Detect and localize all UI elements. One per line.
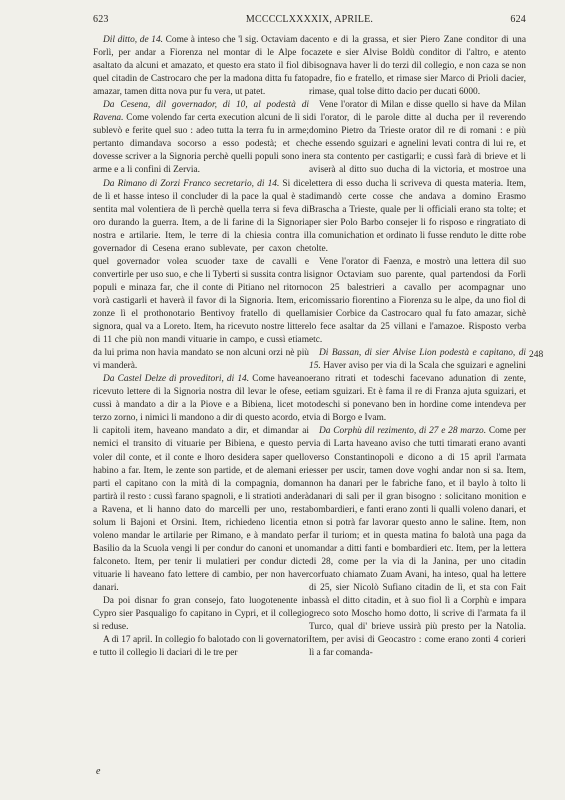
left-text-column — [93, 34, 309, 660]
margin-note: 248 — [529, 350, 544, 360]
entry-body: Come à inteso che 'l sig. Octaviam da Forlì, per andar a Fiorenza nel montar di le Alpe fo asaltato da alcuni et amazato, et questo era stato il fiol di quel citadin de Castrocaro che per la madona ditta fu fato amazar, tamen ditta nova pur fu vera, ut patet. — [93, 35, 309, 98]
right-text-column — [309, 34, 526, 660]
entry-body: A dì 17 april. In collegio fo balotado con li governatori e tutto il collegio li daciari di le tre per — [93, 635, 309, 659]
footer-mark: e — [96, 766, 101, 777]
right-page-number: 624 — [510, 14, 526, 25]
entry-heading: Da Rimano di Zorzi Franco secretario, di 14. — [103, 178, 280, 189]
entry-body: cento e di la grassa, et sier Piero Zane conditor di una cazete e sier Alvise Boldù conditor di l'altro, e atento bisognava haver li do terzi dil collegio, e non caza se non padre, fio e fratello, et rimase sier Marco di Prioli dacier, rimase, qual tolse ditto dacio per ducati 6000. — [309, 35, 526, 98]
entry-heading: Di Bassan, di sier Alvise Lion podestà e capitano, di 15. — [309, 348, 526, 372]
entry-heading: Da Corphù dil rezimento, di 27 e 28 marzo. — [319, 426, 487, 437]
entry-heading: Da Cesena, dil governador, di 10, al podestà di Ravena. — [93, 100, 309, 124]
left-page-number: 623 — [93, 14, 109, 25]
paragraph — [93, 178, 309, 374]
entry-body: Come haveano ricevuto lettere di la Signoria nostra dil levar le ofese, e cussì à mandato a dir a la Piove e a Bibiena, licet mo terzo zorno, i nimici li mandono a dir di questo acordo, et li capitoli item, haveano mandato a dir, et dimandar ai nemici el transito di vituarie per Bibiena, e questo per voler dil conte, et il conte e lhoro desidera saper quello habino a far. Item, le zente son partide, et de alemani eri parti el capitano con la mità di la compagnia, doman partirà il resto : cussì farano spagnoli, e li stratioti anderà a Ravena, et li hanno dato do marcelli per uno, resta solum li Bajoni et Orsini. Item, richiedeno licentia et voleno mandar le artilarie per Rimano, e à mandato per Basilio da la Scuola vengi li per condur do canoni et uno falconeto. Item, per tenir li mulatieri per condur dicte vituarie li haveano fato lettere di cambio, per non haver danari. — [93, 374, 309, 593]
running-title: MCCCCLXXXXIX, APRILE. — [245, 14, 374, 25]
paragraph — [93, 99, 309, 177]
entry-body: Haver aviso per via di la Scala che sguizari e agnelini erano ritrati et todeschi facevano adunation di zente, etiam sguizari. Et è fama il re di Franza ajuta sguizari, et todeschi si ponevano ben in hordine come intendeva per via di Borgo e Ivam. — [309, 361, 526, 424]
paragraph — [309, 34, 526, 99]
entry-body: Come per via di Larta haveano aviso che tutti timarati erano avanti verso Constantinopoli e dicono a di 15 april l'armata esser per uscir, tamen dove voghi andar non si sa. Item, non ha danari per le fabriche fano, et il baylo à tolto li danari di sali per il gran bisogno : solicitano monition e bombardieri, e fanti erano zonti li qualli voleno danari, et non si potrà far lavorar questo anno le saline. Item, non far il turiom; et in questa matina fo balotà una paga da mandar a ditti fanti e bombardieri etc. Item, per la lettera di 28, come per la via di la Janina, per uno citadin corfuato chiamato Zuam Avani, ha inteso, qual ha lettere di 25, sier Nicolò Sufiano citadin de lì, et sta con Fait bassà el ditto citadin, et à suo fiol lì a Corphù e impara greco soto Moscho homo dotto, li scrive di l'armata fa il Turco, qual di' brieve ussirà più presto per la Natolia. Item, per avisi di Geocastro : come erano zonti 4 corieri lì a far comanda- — [309, 426, 526, 659]
entry-body: Si dice de lì et hasse inteso il concluder di la pace la qual è sta sentita mal volentiera de lì perchè quella terra si feva di oro durando la guerra. Item, a de li farine di la Signoria nostra e artilarie. Item, le terre di la chiesia contra il governador di Cesena erano sublevate, per caxon che quel governador volea scuoder taxe de cavalli e convertirle per uso suo, e che li Tyberti si sussita contra li populi e minaza far, che il conte di Pitiano nel ritorno vorà castigarli et haverà il favor di la Signoria. Item, eri zonze lì el prothonotario Bentivoy fratello di quella signora, qual va a Loreto. Item, ha ricevuto nostre littere di 11 che più non mandi vituarie in campo, e cussì etiam da lui prima non havia mandato se non alcuni orzi nè più vi manderà. — [93, 178, 310, 372]
paragraph — [309, 347, 526, 425]
paragraph — [309, 99, 526, 256]
entry-body: Come volendo far certa execution alcuni de lì si sublevò e ferite quel suo : adeo tutta la terra fu in arme; pertanto dimandava socorso a esso podestà; et che dovesse scriver a la Signoria perchè quelli populi sono in arme e a li confini di Zervia. — [93, 113, 309, 176]
paragraph — [93, 373, 309, 595]
entry-body: Da poi disnar fo gran consejo, fato luogotenente in Cypro sier Pasqualigo fo capitano in Cypri, et il collegio si reduse. — [93, 596, 309, 633]
page-header — [93, 14, 526, 28]
entry-body: Vene l'orator di Faenza, e mostrò una lettera dil suo signor Octaviam suo parente, qual partendosi da Forlì con 25 balestrieri a cavallo per acompagnar uno comissario fiorentino a Fiorenza su le alpe, da uno fiol di misier Corbice da Castrocaro qual fu fato amazar, sichè lo fece asaltar da 25 villani e l'amazoe. Risposto verba etc. — [309, 256, 526, 346]
entry-body: Vene l'orator di Milan e disse quello si have da Milan di l'orator, di le parole ditte al ducha per il reverendo domino Pietro da Trieste orator dil re di romani : e più che essendo sguizari e agnelini levati contra di lui re, et era sta contento per castigarli; e cussì farà di brieve et li aviserà al ditto suo ducha di la victoria, et mostroe una lettera di esso ducha li scriveva di questa materia. Item, dimandò certe cosse che andava a domino Erasmo Brascha a Trieste, quale per li officiali erano sta tolte; et per sier Polo Barbo consejer li fo risposo e ringratiato di la comunichation et ordinato li fusse renduto le ditte robe tolte. — [309, 100, 526, 254]
entry-heading: Dil ditto, de 14. — [103, 35, 164, 45]
paragraph — [93, 595, 309, 634]
paragraph — [93, 34, 309, 99]
paragraph — [309, 425, 526, 660]
entry-heading: Da Castel Delze di proveditori, di 14. — [103, 374, 250, 385]
paragraph — [309, 256, 526, 347]
paragraph — [93, 634, 309, 660]
